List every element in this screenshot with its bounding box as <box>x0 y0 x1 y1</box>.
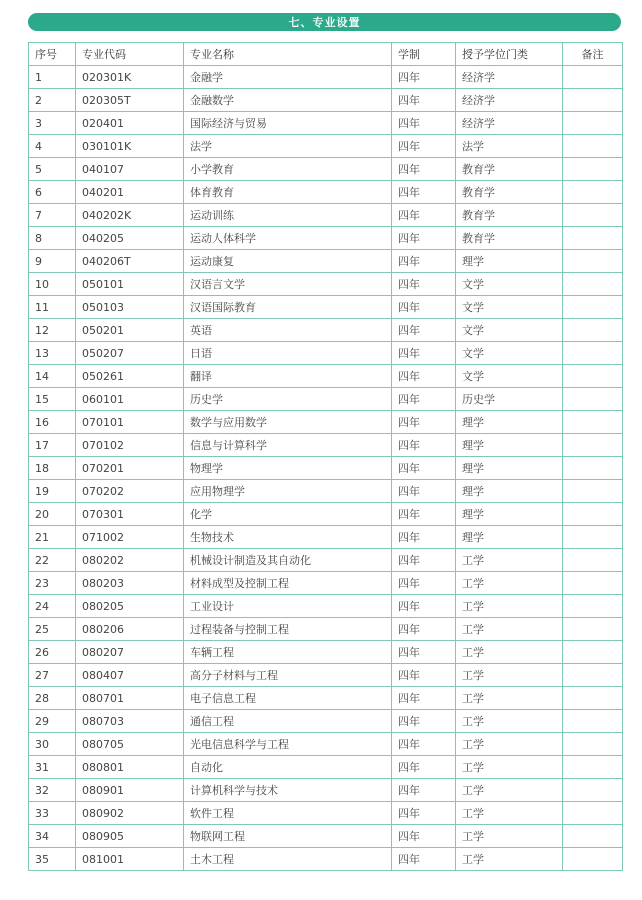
cell-degree: 理学 <box>456 480 563 503</box>
cell-name: 过程装备与控制工程 <box>184 618 392 641</box>
cell-index: 6 <box>29 181 76 204</box>
cell-duration: 四年 <box>392 595 456 618</box>
cell-code: 030101K <box>76 135 184 158</box>
cell-degree: 工学 <box>456 710 563 733</box>
header-name: 专业名称 <box>184 43 392 66</box>
cell-duration: 四年 <box>392 802 456 825</box>
cell-name: 国际经济与贸易 <box>184 112 392 135</box>
cell-index: 10 <box>29 273 76 296</box>
table-row <box>29 296 623 319</box>
cell-code: 080801 <box>76 756 184 779</box>
cell-name: 历史学 <box>184 388 392 411</box>
cell-index: 13 <box>29 342 76 365</box>
cell-code: 040201 <box>76 181 184 204</box>
table-row <box>29 434 623 457</box>
cell-index: 23 <box>29 572 76 595</box>
cell-degree: 工学 <box>456 779 563 802</box>
cell-note <box>563 733 623 756</box>
cell-code: 080901 <box>76 779 184 802</box>
major-table <box>28 42 623 871</box>
cell-index: 1 <box>29 66 76 89</box>
cell-index: 28 <box>29 687 76 710</box>
cell-note <box>563 457 623 480</box>
cell-duration: 四年 <box>392 319 456 342</box>
cell-note <box>563 480 623 503</box>
cell-code: 071002 <box>76 526 184 549</box>
cell-index: 35 <box>29 848 76 871</box>
cell-code: 040206T <box>76 250 184 273</box>
cell-note <box>563 411 623 434</box>
cell-name: 物理学 <box>184 457 392 480</box>
table-row <box>29 411 623 434</box>
table-row <box>29 66 623 89</box>
cell-index: 11 <box>29 296 76 319</box>
cell-code: 080902 <box>76 802 184 825</box>
table-row <box>29 733 623 756</box>
table-row <box>29 273 623 296</box>
cell-degree: 工学 <box>456 756 563 779</box>
cell-index: 30 <box>29 733 76 756</box>
cell-degree: 经济学 <box>456 66 563 89</box>
table-row <box>29 135 623 158</box>
cell-code: 040205 <box>76 227 184 250</box>
cell-degree: 工学 <box>456 848 563 871</box>
cell-degree: 工学 <box>456 733 563 756</box>
header-index: 序号 <box>29 43 76 66</box>
table-body <box>29 66 623 871</box>
cell-code: 020305T <box>76 89 184 112</box>
cell-name: 自动化 <box>184 756 392 779</box>
cell-note <box>563 687 623 710</box>
cell-code: 070301 <box>76 503 184 526</box>
cell-name: 运动训练 <box>184 204 392 227</box>
table-row <box>29 595 623 618</box>
cell-index: 17 <box>29 434 76 457</box>
cell-note <box>563 319 623 342</box>
cell-note <box>563 296 623 319</box>
cell-degree: 工学 <box>456 618 563 641</box>
cell-code: 020301K <box>76 66 184 89</box>
cell-degree: 理学 <box>456 250 563 273</box>
cell-note <box>563 388 623 411</box>
cell-duration: 四年 <box>392 365 456 388</box>
table-row <box>29 181 623 204</box>
cell-index: 34 <box>29 825 76 848</box>
cell-degree: 工学 <box>456 641 563 664</box>
table-row <box>29 158 623 181</box>
cell-degree: 文学 <box>456 273 563 296</box>
cell-index: 29 <box>29 710 76 733</box>
cell-name: 化学 <box>184 503 392 526</box>
cell-code: 080705 <box>76 733 184 756</box>
cell-name: 运动康复 <box>184 250 392 273</box>
table-row <box>29 802 623 825</box>
cell-note <box>563 825 623 848</box>
cell-note <box>563 181 623 204</box>
cell-note <box>563 756 623 779</box>
cell-name: 物联网工程 <box>184 825 392 848</box>
cell-name: 通信工程 <box>184 710 392 733</box>
cell-duration: 四年 <box>392 549 456 572</box>
table-row <box>29 204 623 227</box>
cell-name: 车辆工程 <box>184 641 392 664</box>
cell-name: 电子信息工程 <box>184 687 392 710</box>
cell-name: 机械设计制造及其自动化 <box>184 549 392 572</box>
table-header-row <box>29 43 623 66</box>
cell-name: 翻译 <box>184 365 392 388</box>
cell-duration: 四年 <box>392 227 456 250</box>
cell-code: 080905 <box>76 825 184 848</box>
cell-note <box>563 66 623 89</box>
table-row <box>29 618 623 641</box>
cell-degree: 理学 <box>456 434 563 457</box>
cell-note <box>563 250 623 273</box>
table-row <box>29 687 623 710</box>
cell-code: 070202 <box>76 480 184 503</box>
table-row <box>29 388 623 411</box>
cell-duration: 四年 <box>392 158 456 181</box>
cell-note <box>563 848 623 871</box>
cell-name: 汉语言文学 <box>184 273 392 296</box>
cell-duration: 四年 <box>392 342 456 365</box>
cell-duration: 四年 <box>392 388 456 411</box>
cell-note <box>563 618 623 641</box>
cell-code: 080407 <box>76 664 184 687</box>
cell-degree: 教育学 <box>456 227 563 250</box>
cell-degree: 工学 <box>456 825 563 848</box>
table-row <box>29 250 623 273</box>
cell-duration: 四年 <box>392 273 456 296</box>
header-duration: 学制 <box>392 43 456 66</box>
table-row <box>29 480 623 503</box>
table-row <box>29 641 623 664</box>
table-row <box>29 710 623 733</box>
cell-name: 运动人体科学 <box>184 227 392 250</box>
cell-code: 050207 <box>76 342 184 365</box>
cell-index: 31 <box>29 756 76 779</box>
cell-degree: 工学 <box>456 802 563 825</box>
cell-degree: 教育学 <box>456 181 563 204</box>
section-title-banner <box>28 13 621 31</box>
cell-note <box>563 549 623 572</box>
cell-code: 080206 <box>76 618 184 641</box>
cell-index: 4 <box>29 135 76 158</box>
cell-duration: 四年 <box>392 710 456 733</box>
cell-name: 软件工程 <box>184 802 392 825</box>
cell-note <box>563 779 623 802</box>
cell-degree: 工学 <box>456 572 563 595</box>
table-row <box>29 848 623 871</box>
cell-name: 应用物理学 <box>184 480 392 503</box>
table-row <box>29 756 623 779</box>
cell-index: 8 <box>29 227 76 250</box>
cell-duration: 四年 <box>392 503 456 526</box>
cell-note <box>563 434 623 457</box>
table-row <box>29 365 623 388</box>
cell-degree: 理学 <box>456 503 563 526</box>
cell-index: 12 <box>29 319 76 342</box>
cell-code: 040107 <box>76 158 184 181</box>
cell-code: 080701 <box>76 687 184 710</box>
cell-degree: 理学 <box>456 457 563 480</box>
cell-duration: 四年 <box>392 825 456 848</box>
cell-index: 33 <box>29 802 76 825</box>
cell-duration: 四年 <box>392 89 456 112</box>
cell-note <box>563 273 623 296</box>
cell-duration: 四年 <box>392 135 456 158</box>
cell-index: 22 <box>29 549 76 572</box>
cell-index: 3 <box>29 112 76 135</box>
cell-degree: 工学 <box>456 664 563 687</box>
cell-name: 工业设计 <box>184 595 392 618</box>
table-row <box>29 342 623 365</box>
header-note: 备注 <box>563 43 623 66</box>
cell-duration: 四年 <box>392 572 456 595</box>
cell-index: 27 <box>29 664 76 687</box>
cell-note <box>563 802 623 825</box>
cell-name: 光电信息科学与工程 <box>184 733 392 756</box>
header-degree: 授予学位门类 <box>456 43 563 66</box>
cell-name: 信息与计算科学 <box>184 434 392 457</box>
cell-duration: 四年 <box>392 66 456 89</box>
cell-note <box>563 572 623 595</box>
cell-degree: 经济学 <box>456 112 563 135</box>
cell-note <box>563 526 623 549</box>
cell-note <box>563 365 623 388</box>
cell-code: 070201 <box>76 457 184 480</box>
cell-note <box>563 158 623 181</box>
cell-name: 数学与应用数学 <box>184 411 392 434</box>
cell-code: 060101 <box>76 388 184 411</box>
cell-name: 小学教育 <box>184 158 392 181</box>
cell-name: 法学 <box>184 135 392 158</box>
cell-duration: 四年 <box>392 112 456 135</box>
table-row <box>29 572 623 595</box>
cell-index: 7 <box>29 204 76 227</box>
cell-code: 050201 <box>76 319 184 342</box>
cell-name: 土木工程 <box>184 848 392 871</box>
cell-duration: 四年 <box>392 457 456 480</box>
cell-note <box>563 135 623 158</box>
cell-code: 070101 <box>76 411 184 434</box>
cell-duration: 四年 <box>392 618 456 641</box>
cell-name: 日语 <box>184 342 392 365</box>
cell-code: 080202 <box>76 549 184 572</box>
cell-duration: 四年 <box>392 779 456 802</box>
table-row <box>29 549 623 572</box>
cell-degree: 教育学 <box>456 204 563 227</box>
cell-duration: 四年 <box>392 848 456 871</box>
cell-duration: 四年 <box>392 526 456 549</box>
cell-note <box>563 227 623 250</box>
cell-duration: 四年 <box>392 687 456 710</box>
cell-index: 5 <box>29 158 76 181</box>
cell-index: 16 <box>29 411 76 434</box>
cell-duration: 四年 <box>392 204 456 227</box>
cell-index: 20 <box>29 503 76 526</box>
cell-degree: 教育学 <box>456 158 563 181</box>
cell-duration: 四年 <box>392 434 456 457</box>
table-row <box>29 89 623 112</box>
cell-note <box>563 595 623 618</box>
cell-code: 050103 <box>76 296 184 319</box>
section-title: 七、专业设置 <box>288 16 361 29</box>
cell-name: 体育教育 <box>184 181 392 204</box>
cell-index: 26 <box>29 641 76 664</box>
cell-note <box>563 710 623 733</box>
cell-duration: 四年 <box>392 733 456 756</box>
cell-duration: 四年 <box>392 181 456 204</box>
table-row <box>29 526 623 549</box>
cell-code: 050101 <box>76 273 184 296</box>
cell-note <box>563 112 623 135</box>
cell-degree: 经济学 <box>456 89 563 112</box>
cell-code: 080207 <box>76 641 184 664</box>
cell-degree: 文学 <box>456 296 563 319</box>
cell-duration: 四年 <box>392 641 456 664</box>
table-row <box>29 503 623 526</box>
cell-degree: 文学 <box>456 365 563 388</box>
cell-index: 21 <box>29 526 76 549</box>
cell-code: 040202K <box>76 204 184 227</box>
cell-degree: 理学 <box>456 526 563 549</box>
cell-code: 070102 <box>76 434 184 457</box>
cell-code: 050261 <box>76 365 184 388</box>
cell-name: 材料成型及控制工程 <box>184 572 392 595</box>
cell-duration: 四年 <box>392 480 456 503</box>
table-row <box>29 112 623 135</box>
cell-name: 高分子材料与工程 <box>184 664 392 687</box>
cell-code: 081001 <box>76 848 184 871</box>
cell-index: 19 <box>29 480 76 503</box>
cell-degree: 工学 <box>456 549 563 572</box>
cell-index: 9 <box>29 250 76 273</box>
table-row <box>29 319 623 342</box>
header-code: 专业代码 <box>76 43 184 66</box>
cell-index: 2 <box>29 89 76 112</box>
cell-name: 金融数学 <box>184 89 392 112</box>
cell-index: 32 <box>29 779 76 802</box>
cell-duration: 四年 <box>392 756 456 779</box>
cell-degree: 文学 <box>456 319 563 342</box>
cell-name: 英语 <box>184 319 392 342</box>
table-row <box>29 227 623 250</box>
cell-code: 020401 <box>76 112 184 135</box>
cell-duration: 四年 <box>392 664 456 687</box>
cell-name: 汉语国际教育 <box>184 296 392 319</box>
cell-note <box>563 664 623 687</box>
cell-index: 14 <box>29 365 76 388</box>
cell-note <box>563 641 623 664</box>
cell-degree: 理学 <box>456 411 563 434</box>
cell-code: 080203 <box>76 572 184 595</box>
table-row <box>29 825 623 848</box>
cell-note <box>563 342 623 365</box>
cell-degree: 工学 <box>456 595 563 618</box>
cell-name: 计算机科学与技术 <box>184 779 392 802</box>
cell-degree: 工学 <box>456 687 563 710</box>
cell-code: 080703 <box>76 710 184 733</box>
cell-index: 18 <box>29 457 76 480</box>
table-row <box>29 664 623 687</box>
cell-index: 25 <box>29 618 76 641</box>
cell-code: 080205 <box>76 595 184 618</box>
cell-degree: 历史学 <box>456 388 563 411</box>
cell-duration: 四年 <box>392 411 456 434</box>
cell-index: 24 <box>29 595 76 618</box>
table-row <box>29 457 623 480</box>
cell-degree: 文学 <box>456 342 563 365</box>
cell-note <box>563 503 623 526</box>
cell-duration: 四年 <box>392 296 456 319</box>
cell-note <box>563 89 623 112</box>
cell-name: 生物技术 <box>184 526 392 549</box>
cell-index: 15 <box>29 388 76 411</box>
cell-name: 金融学 <box>184 66 392 89</box>
table-row <box>29 779 623 802</box>
cell-note <box>563 204 623 227</box>
cell-degree: 法学 <box>456 135 563 158</box>
cell-duration: 四年 <box>392 250 456 273</box>
